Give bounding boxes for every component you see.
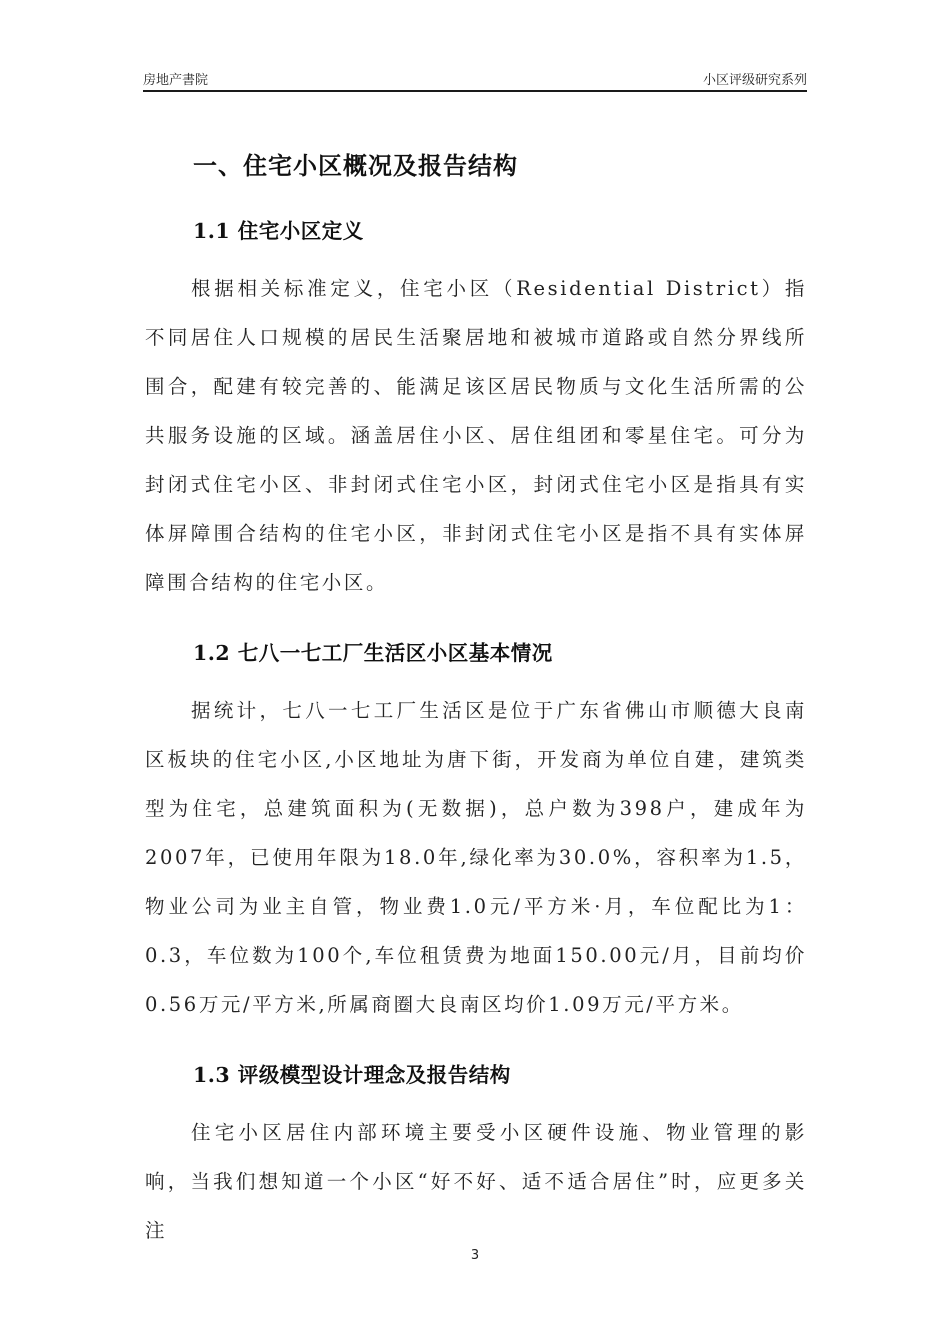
section-paragraph-1-2: 据统计，七八一七工厂生活区是位于广东省佛山市顺德大良南区板块的住宅小区,小区地址为唐下街，开发商为单位自建，建筑类型为住宅，总建筑面积为(无数据)，总户数为398户，建成年为2007年，已使用年限为18.0年,绿化率为30.0%，容积率为1.5，物业公司为业主自管，物业费1.0元/平方米·月，车位配比为1：0.3，车位数为100个,车位租赁费为地面150.00元/月，目前均价0.56万元/平方米,所属商圈大良南区均价1.09万元/平方米。 [145, 699, 807, 1016]
page-number: 3 [470, 1248, 480, 1263]
chapter-title: 一、住宅小区概况及报告结构 [193, 151, 518, 180]
header-publisher: 房地产書院 [143, 73, 209, 88]
section-paragraph-1-1: 根据相关标准定义，住宅小区（Residential District）指不同居住人口规模的居民生活聚居地和被城市道路或自然分界线所围合，配建有较完善的、能满足该区居民物质与文化生活所需的公共服务设施的区域。涵盖居住小区、居住组团和零星住宅。可分为封闭式住宅小区、非封闭式住宅小区，封闭式住宅小区是指具有实体屏障围合结构的住宅小区，非封闭式住宅小区是指不具有实体屏障围合结构的住宅小区。 [145, 277, 807, 594]
header-series-title: 小区评级研究系列 [702, 73, 807, 88]
section-heading-1-2: 1.2 七八一七工厂生活区小区基本情况 [193, 641, 553, 665]
section-heading-1-1: 1.1 住宅小区定义 [193, 219, 364, 243]
page-header [143, 66, 807, 92]
section-paragraph-1-3: 住宅小区居住内部环境主要受小区硬件设施、物业管理的影响，当我们想知道一个小区“好不好、适不适合居住”时，应更多关注 [145, 1121, 807, 1242]
section-heading-1-3: 1.3 评级模型设计理念及报告结构 [193, 1063, 511, 1087]
